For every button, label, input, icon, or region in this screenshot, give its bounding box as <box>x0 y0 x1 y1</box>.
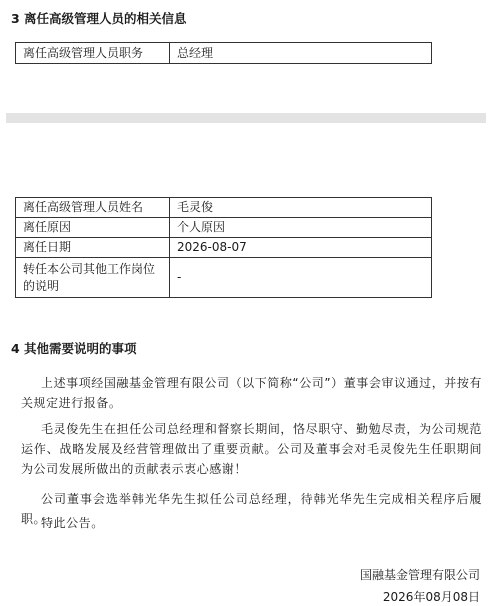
table-row <box>16 238 432 258</box>
reason-label: 离任原因 <box>16 218 170 238</box>
signature-date: 2026年08月08日 <box>382 590 480 604</box>
transfer-label-line1: 转任本公司其他工作岗位 <box>23 261 156 276</box>
position-value: 总经理 <box>170 43 432 64</box>
page-separator <box>6 113 486 123</box>
name-value: 毛灵俊 <box>170 198 432 218</box>
transfer-label-line2: 的说明 <box>23 278 60 293</box>
paragraph-approval: 上述事项经国融基金管理有限公司（以下简称“公司”）董事会审议通过，并按有关规定进行报备。 <box>21 376 482 410</box>
position-label: 离任高级管理人员职务 <box>16 43 170 64</box>
section-4-heading: 4 其他需要说明的事项 <box>11 341 137 356</box>
transfer-label <box>16 258 170 298</box>
date-label: 离任日期 <box>16 238 170 258</box>
table-row <box>16 198 432 218</box>
table-row <box>16 258 432 298</box>
section-3-heading: 3 离任高级管理人员的相关信息 <box>11 11 187 26</box>
paragraph-successor: 公司董事会选举韩光华先生拟任公司总经理，待韩光华先生完成相关程序后履职。 <box>21 492 482 526</box>
paragraph-closing: 特此公告。 <box>41 516 104 530</box>
position-table <box>15 42 432 64</box>
table-row <box>16 218 432 238</box>
date-value: 2026-08-07 <box>170 238 432 258</box>
signature-company: 国融基金管理有限公司 <box>359 568 480 582</box>
transfer-value: - <box>170 258 432 298</box>
table-row <box>16 43 432 64</box>
reason-value: 个人原因 <box>170 218 432 238</box>
paragraph-thanks: 毛灵俊先生在担任公司总经理和督察长期间，恪尽职守、勤勉尽责，为公司规范运作、战略发展及经营管理做出了重要贡献。公司及董事会对毛灵俊先生任职期间为公司发展所做出的贡献表示衷心感谢！ <box>21 422 482 476</box>
details-table <box>15 197 432 298</box>
name-label: 离任高级管理人员姓名 <box>16 198 170 218</box>
